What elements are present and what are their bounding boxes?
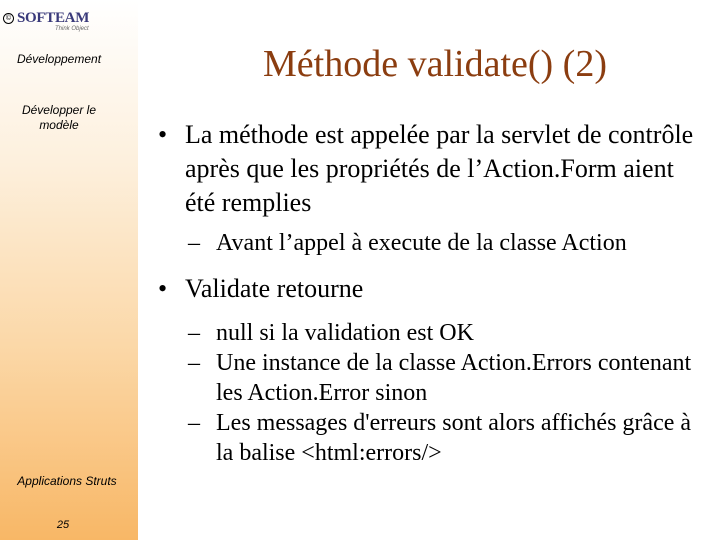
sub-bullet-2-2 <box>150 348 710 408</box>
page-number: 25 <box>56 519 70 531</box>
sub-bullet-2-2-text: Une instance de la classe Action.Errors contenant les Action.Error sinon <box>216 350 692 406</box>
logo-brand: SOFTEAM <box>17 10 90 26</box>
logo-tagline: Think Object <box>55 26 89 32</box>
sub-bullet-2-1-text: null si la validation est OK <box>216 320 474 346</box>
dash-icon: – <box>188 320 200 346</box>
dash-icon: – <box>188 350 200 376</box>
dash-icon: – <box>188 410 200 436</box>
bullet-2-text: Validate retourne <box>185 274 364 303</box>
sub-bullet-2-1 <box>150 318 710 348</box>
sub-bullet-1-1 <box>150 228 710 258</box>
sub-bullet-2-3 <box>150 408 710 468</box>
subsection-label: Développer le modèle <box>21 103 97 132</box>
bullet-dot-icon: • <box>158 274 168 303</box>
footer-label: Applications Struts <box>17 474 117 488</box>
sidebar <box>0 0 138 540</box>
bullet-dot-icon: • <box>158 120 168 149</box>
sub-bullet-2-3-text: Les messages d'erreurs sont alors affichés grâce à la balise <html:errors/> <box>216 410 692 466</box>
bullet-1 <box>150 118 710 220</box>
slide-body <box>150 118 710 468</box>
dash-icon: – <box>188 230 200 256</box>
copyright-icon: © <box>3 13 14 24</box>
softeam-logo <box>3 9 95 35</box>
bullet-1-text: La méthode est appelée par la servlet de contrôle après que les propriétés de l’Action.Form aient été remplies <box>185 120 694 217</box>
sub-bullet-1-1-text: Avant l’appel à execute de la classe Action <box>216 230 627 256</box>
slide-title: Méthode validate() (2) <box>263 43 607 85</box>
bullet-2 <box>150 272 710 306</box>
section-label: Développement <box>16 52 102 66</box>
